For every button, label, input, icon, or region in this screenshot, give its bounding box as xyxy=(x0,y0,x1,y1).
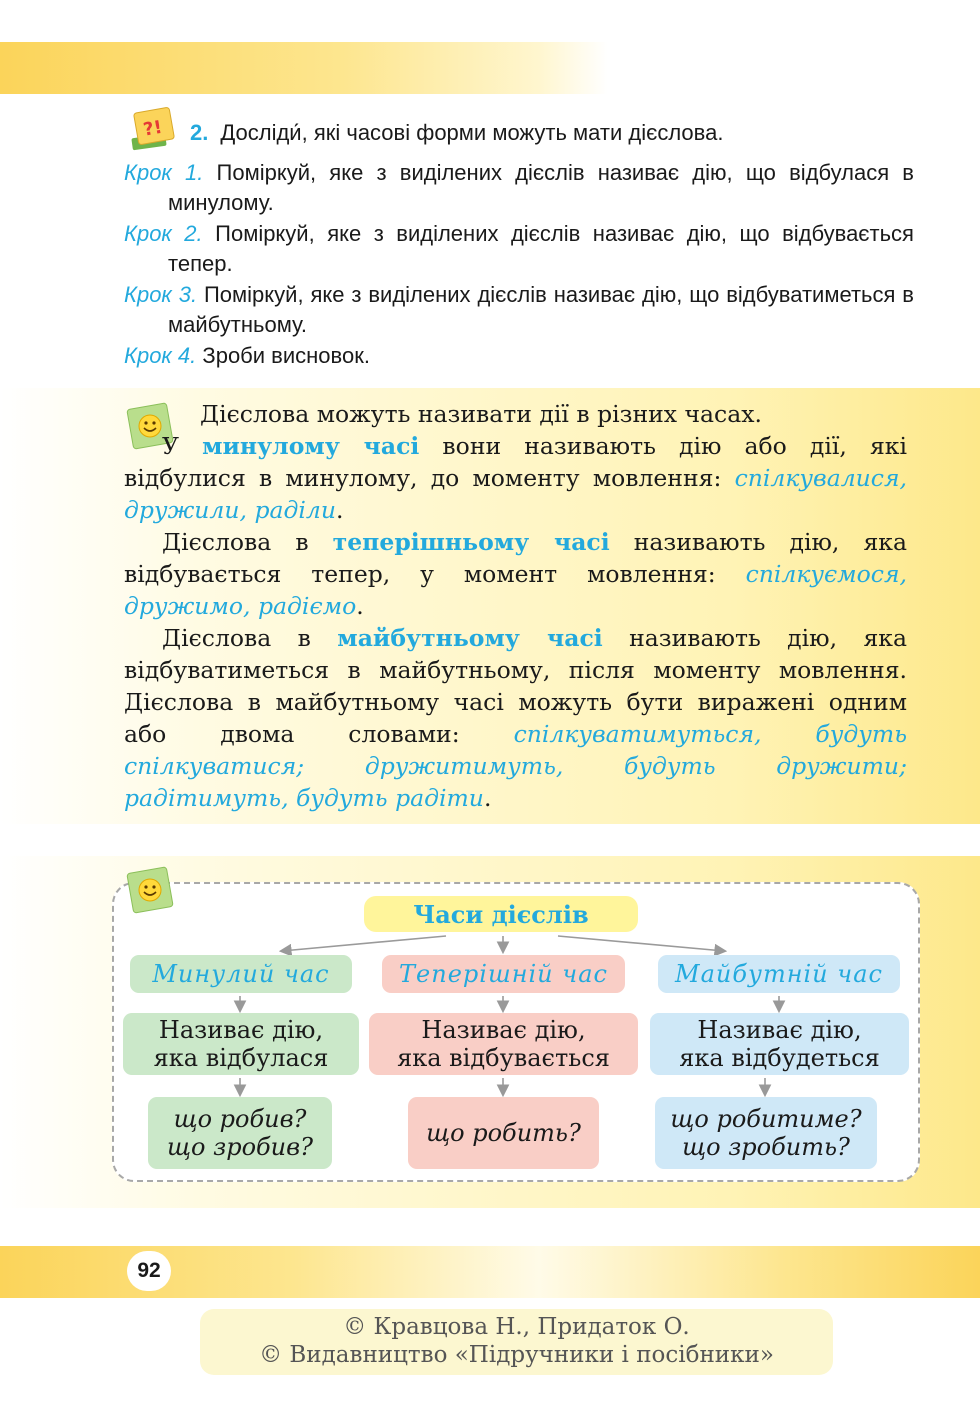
step-text: Поміркуй, яке з виділених дієслів називає дію, що відбуватиметься в майбутньому. xyxy=(168,282,914,337)
task-heading xyxy=(190,118,723,148)
smiley-sticker-icon xyxy=(126,866,176,916)
step-1 xyxy=(124,158,914,218)
step-3 xyxy=(124,280,914,340)
rule-text-part: Дієслова в xyxy=(162,624,338,652)
question-line: що зробив? xyxy=(167,1133,313,1161)
rule-paragraph: Дієслова можуть називати дії в різних часах. xyxy=(200,400,762,428)
task-number: 2. xyxy=(190,120,209,145)
task-sticker-icon xyxy=(126,106,178,154)
svg-text:?!: ?! xyxy=(141,116,164,141)
tense-present: Теперішній час xyxy=(382,955,625,993)
desc-line: Називає дію, xyxy=(697,1016,862,1044)
rule-example: спілкуватимуться, будуть спілкуватися; дружитимуть, будуть дружити; радітимуть, будуть радіти xyxy=(124,720,907,812)
rule-paragraph xyxy=(124,526,907,622)
rule-example: спілкувалися, дружили, раділи xyxy=(124,464,907,524)
rule-text-part: У xyxy=(162,432,203,460)
rule-term: минулому часі xyxy=(202,432,420,460)
desc-past xyxy=(123,1013,359,1075)
copyright-block xyxy=(200,1309,833,1375)
rule-text-part: Дієслова в xyxy=(162,528,333,556)
task-text: Досліди́, які часові форми можуть мати дієслова. xyxy=(220,120,724,145)
step-text: Зроби висновок. xyxy=(202,343,370,368)
desc-line: Називає дію, xyxy=(158,1016,324,1044)
question-future xyxy=(655,1097,877,1169)
step-label: Крок 4. xyxy=(124,343,197,368)
desc-line: яка відбудеться xyxy=(679,1044,880,1072)
copyright-line: © Кравцова Н., Придаток О. xyxy=(343,1314,690,1340)
rule-text-part: . xyxy=(483,784,492,812)
rule-text xyxy=(124,398,907,814)
step-4 xyxy=(124,341,914,371)
question-past xyxy=(148,1097,332,1169)
rule-text-part: . xyxy=(356,592,364,620)
step-label: Крок 3. xyxy=(124,282,198,307)
desc-line: яка відбувається xyxy=(397,1044,610,1072)
tense-past: Минулий час xyxy=(130,955,352,993)
desc-line: Називає дію, xyxy=(421,1016,586,1044)
question-present xyxy=(408,1097,599,1169)
desc-present xyxy=(369,1013,638,1075)
rule-text-part: називають дію, яка відбувається тепер, у момент мовлення: xyxy=(124,528,907,588)
step-text: Поміркуй, яке з виділених дієслів називає дію, що відбулася в минулому. xyxy=(168,160,914,215)
question-line: що робитиме? xyxy=(670,1105,862,1133)
question-line: що робив? xyxy=(173,1105,307,1133)
rule-text-part: називають дію, яка відбуватиметься в майбутньому, після моменту мовлення. Дієслова в майбутньому часі можуть бути виражені одним або двома словами: xyxy=(124,624,907,748)
rule-text-part: . xyxy=(336,496,344,524)
desc-line: яка відбулася xyxy=(153,1044,329,1072)
question-line: що робить? xyxy=(426,1119,581,1147)
rule-term: теперішньому часі xyxy=(332,528,610,556)
rule-example: спілкуємося, дружимо, радіємо xyxy=(124,560,907,620)
question-line: що зробить? xyxy=(682,1133,850,1161)
tense-future: Майбутній час xyxy=(658,955,900,993)
step-text: Поміркуй, яке з виділених дієслів називає дію, що відбувається тепер. xyxy=(168,221,914,276)
rule-paragraph xyxy=(124,622,907,814)
copyright-line: © Видавництво «Підручники і посібники» xyxy=(259,1342,774,1368)
step-2 xyxy=(124,219,914,279)
step-label: Крок 1. xyxy=(124,160,204,185)
rule-paragraph xyxy=(124,430,907,526)
step-label: Крок 2. xyxy=(124,221,203,246)
scheme-title: Часи дієслів xyxy=(364,896,638,932)
rule-term: майбутньому часі xyxy=(337,624,603,652)
top-header-band xyxy=(0,42,980,94)
page-number: 92 xyxy=(127,1251,171,1291)
desc-future xyxy=(650,1013,909,1075)
task-steps xyxy=(124,158,914,372)
rule-text-part: вони називають дію або дії, які відбулися в минулому, до моменту мовлення: xyxy=(124,432,907,492)
